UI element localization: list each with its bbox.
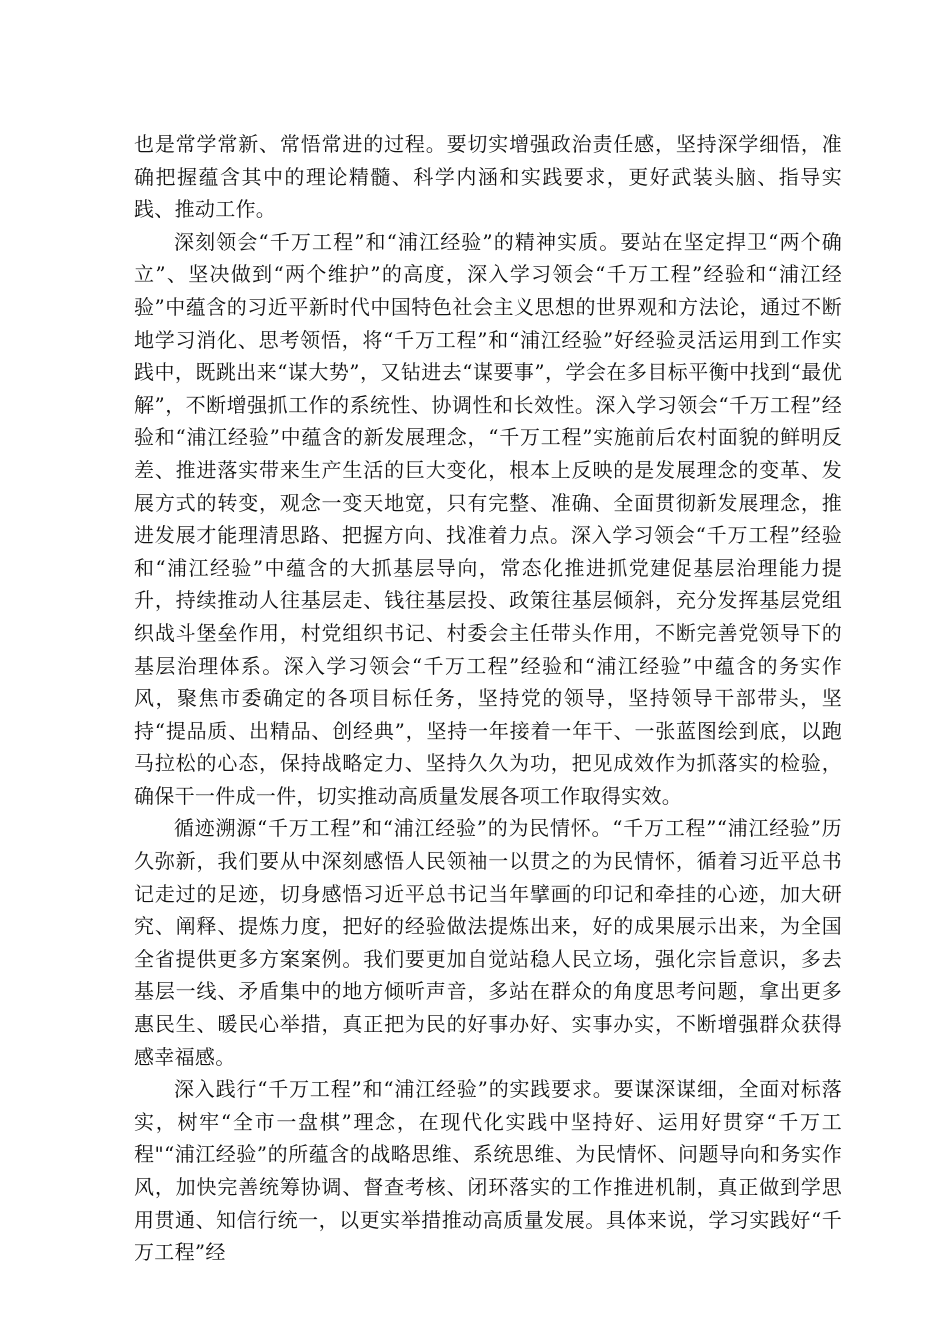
- document-body: [134, 128, 842, 1269]
- paragraph-continuation: 也是常学常新、常悟常进的过程。要切实增强政治责任感，坚持深学细悟，准确把握蕴含其中的理论精髓、科学内涵和实践要求，更好武装头脑、指导实践、推动工作。: [134, 132, 842, 222]
- paragraph-spirit-essence: 深刻领会“千万工程”和“浦江经验”的精神实质。要站在坚定捍卫“两个确立”、坚决做到“两个维护”的高度，深入学习领会“千万工程”经验和“浦江经验”中蕴含的习近平新时代中国特色社会主义思想的世界观和方法论，通过不断地学习消化、思考领悟，将“千万工程”和“浦江经验”好经验灵活运用到工作实践中，既跳出来“谋大势”，又钻进去“谋要事”，学会在多目标平衡中找到“最优解”，不断增强抓工作的系统性、协调性和长效性。深入学习领会“千万工程”经验和“浦江经验”中蕴含的新发展理念，“千万工程”实施前后农村面貌的鲜明反差、推进落实带来生产生活的巨大变化，根本上反映的是发展理念的变革、发展方式的转变，观念一变天地宽，只有完整、准确、全面贯彻新发展理念，推进发展才能理清思路、把握方向、找准着力点。深入学习领会“千万工程”经验和“浦江经验”中蕴含的大抓基层导向，常态化推进抓党建促基层治理能力提升，持续推动人往基层走、钱往基层投、政策往基层倾斜，充分发挥基层党组织战斗堡垒作用，村党组织书记、村委会主任带头作用，不断完善党领导下的基层治理体系。深入学习领会“千万工程”经验和“浦江经验”中蕴含的务实作风，聚焦市委确定的各项目标任务，坚持党的领导，坚持领导干部带头，坚持“提品质、出精品、创经典”，坚持一年接着一年干、一张蓝图绘到底，以跑马拉松的心态，保持战略定力、坚持久久为功，把见成效作为抓落实的检验，确保干一件成一件，切实推动高质量发展各项工作取得实效。: [134, 229, 842, 808]
- paragraph-practice-requirements: 深入践行“千万工程”和“浦江经验”的实践要求。要谋深谋细，全面对标落实，树牢“全市一盘棋”理念，在现代化实践中坚持好、运用好贯穿“千万工程"“浦江经验”的所蕴含的战略思维、系统思维、为民情怀、问题导向和务实作风，加快完善统筹协调、督查考核、闭环落实的工作推进机制，真正做到学思用贯通、知信行统一，以更实举措推动高质量发展。具体来说，学习实践好“千万工程”经: [134, 1077, 842, 1265]
- paragraph-people-sentiment: 循迹溯源“千万工程”和“浦江经验”的为民情怀。“千万工程”“浦江经验”历久弥新，我们要从中深刻感悟人民领袖一以贯之的为民情怀，循着习近平总书记走过的足迹，切身感悟习近平总书记当年擘画的印记和牵挂的心迹，加大研究、阐释、提炼力度，把好的经验做法提炼出来，好的成果展示出来，为全国全省提供更多方案案例。我们要更加自觉站稳人民立场，强化宗旨意识，多去基层一线、矛盾集中的地方倾听声音，多站在群众的角度思考问题，拿出更多惠民生、暖民心举措，真正把为民的好事办好、实事办实，不断增强群众获得感幸福感。: [134, 816, 842, 1069]
